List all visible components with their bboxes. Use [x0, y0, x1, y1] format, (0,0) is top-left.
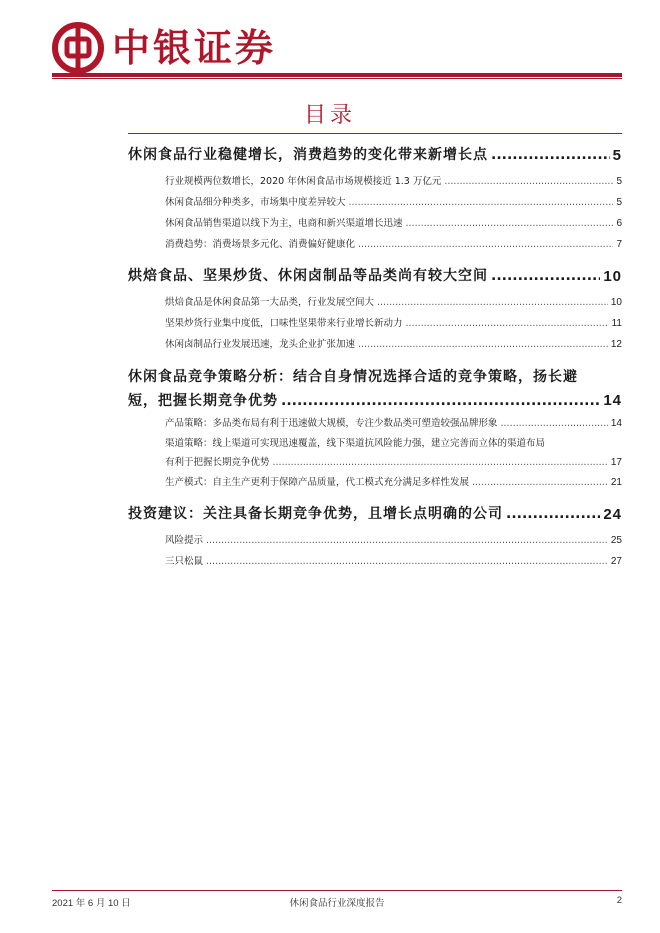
- subentry-title: 三只松鼠: [165, 556, 204, 567]
- section-page: 5: [612, 147, 622, 164]
- subentry-title: 产品策略：多品类布局有利于迅速做大规模，专注少数品类可塑造较强品牌形象: [165, 418, 498, 429]
- leader-dots: [281, 389, 600, 413]
- leader-dots: [206, 551, 608, 572]
- section-page: 24: [603, 506, 622, 523]
- subentry-title: 休闲食品销售渠道以线下为主，电商和新兴渠道增长迅速: [165, 218, 403, 229]
- toc-section: [128, 361, 622, 493]
- toc-section: [128, 499, 622, 572]
- section-page: 10: [603, 268, 622, 285]
- section-title-line1: 休闲食品竞争策略分析：结合自身情况选择合适的竞争策略，扬长避: [128, 369, 578, 385]
- section-title: 休闲食品行业稳健增长，消费趋势的变化带来新增长点: [128, 147, 488, 163]
- toc-subentry[interactable]: [128, 192, 622, 213]
- toc-subentry[interactable]: [128, 171, 622, 192]
- subentry-page: 5: [616, 176, 622, 187]
- subentry-title: 坚果炒货行业集中度低，口味性坚果带来行业增长新动力: [165, 318, 403, 329]
- leader-dots: [472, 472, 608, 493]
- subentry-page: 25: [610, 535, 622, 546]
- leader-dots: [206, 530, 608, 551]
- toc-subentry[interactable]: [128, 313, 622, 334]
- table-of-contents: [128, 140, 622, 578]
- toc-section-entry[interactable]: [128, 499, 622, 530]
- footer-divider: [52, 890, 622, 891]
- subentry-page: 11: [611, 318, 622, 329]
- toc-subentry[interactable]: [128, 551, 622, 572]
- header-divider: [52, 73, 622, 77]
- leader-dots: [444, 171, 613, 192]
- leader-dots: [406, 213, 614, 234]
- section-title: 烘焙食品、坚果炒货、休闲卤制品等品类尚有较大空间: [128, 268, 488, 284]
- bank-of-china-logo-icon: [52, 22, 104, 74]
- toc-subentry[interactable]: [128, 434, 622, 472]
- leader-dots: [506, 499, 600, 530]
- subentry-page: 5: [616, 197, 622, 208]
- subentry-page: 27: [610, 556, 622, 567]
- toc-section-entry[interactable]: [128, 140, 622, 171]
- section-title: 投资建议：关注具备长期竞争优势，且增长点明确的公司: [128, 506, 503, 522]
- toc-title: 目录: [303, 103, 356, 128]
- subentry-page: 10: [610, 297, 622, 308]
- subentry-title: 消费趋势：消费场景多元化、消费偏好健康化: [165, 239, 356, 250]
- toc-section: [128, 140, 622, 255]
- leader-dots: [358, 234, 613, 255]
- footer-date: 2021 年 6 月 10 日: [52, 898, 131, 909]
- subentry-page: 6: [616, 218, 622, 229]
- leader-dots: [377, 292, 608, 313]
- toc-subentry[interactable]: [128, 472, 622, 493]
- section-title-line2: 短，把握长期竞争优势: [128, 393, 278, 409]
- subentry-page: 12: [610, 339, 622, 350]
- toc-subentry[interactable]: [128, 292, 622, 313]
- toc-subentry[interactable]: [128, 213, 622, 234]
- subentry-page: 14: [610, 418, 622, 429]
- leader-dots: [491, 140, 610, 171]
- subentry-title-line2: 有利于把握长期竞争优势: [165, 457, 270, 468]
- leader-dots: [501, 413, 608, 434]
- title-divider: [128, 133, 622, 134]
- toc-subentry[interactable]: [128, 530, 622, 551]
- subentry-title: 烘焙食品是休闲食品第一大品类，行业发展空间大: [165, 297, 375, 308]
- leader-dots: [358, 334, 608, 355]
- toc-section-entry[interactable]: [128, 261, 622, 292]
- subentry-page: 21: [610, 477, 622, 488]
- toc-section-entry[interactable]: [128, 361, 622, 413]
- subentry-title: 风险提示: [165, 535, 204, 546]
- brand-name: 中银证券: [112, 25, 277, 70]
- leader-dots: [406, 313, 609, 334]
- subentry-page: 7: [616, 239, 622, 250]
- leader-dots: [349, 192, 614, 213]
- page-header: [0, 0, 660, 80]
- subentry-title-line1: 渠道策略：线上渠道可实现迅速覆盖，线下渠道抗风险能力强，建立完善而立体的渠道布局: [165, 438, 546, 449]
- footer-page-number: 2: [616, 895, 622, 906]
- toc-section: [128, 261, 622, 355]
- subentry-title: 生产模式：自主生产更利于保障产品质量，代工模式充分满足多样性发展: [165, 477, 470, 488]
- subentry-title: 休闲卤制品行业发展迅速，龙头企业扩张加速: [165, 339, 356, 350]
- leader-dots: [491, 261, 600, 292]
- header-divider-thin: [52, 78, 622, 79]
- toc-subentry[interactable]: [128, 413, 622, 434]
- subentry-title: 行业规模两位数增长，2020 年休闲食品市场规模接近 1.3 万亿元: [165, 176, 442, 187]
- footer-report-title: 休闲食品行业深度报告: [289, 898, 385, 909]
- subentry-page: 17: [610, 457, 622, 468]
- toc-subentry[interactable]: [128, 334, 622, 355]
- subentry-title: 休闲食品细分种类多，市场集中度差异较大: [165, 197, 346, 208]
- leader-dots: [273, 453, 608, 472]
- section-page: 14: [603, 392, 622, 409]
- toc-subentry[interactable]: [128, 234, 622, 255]
